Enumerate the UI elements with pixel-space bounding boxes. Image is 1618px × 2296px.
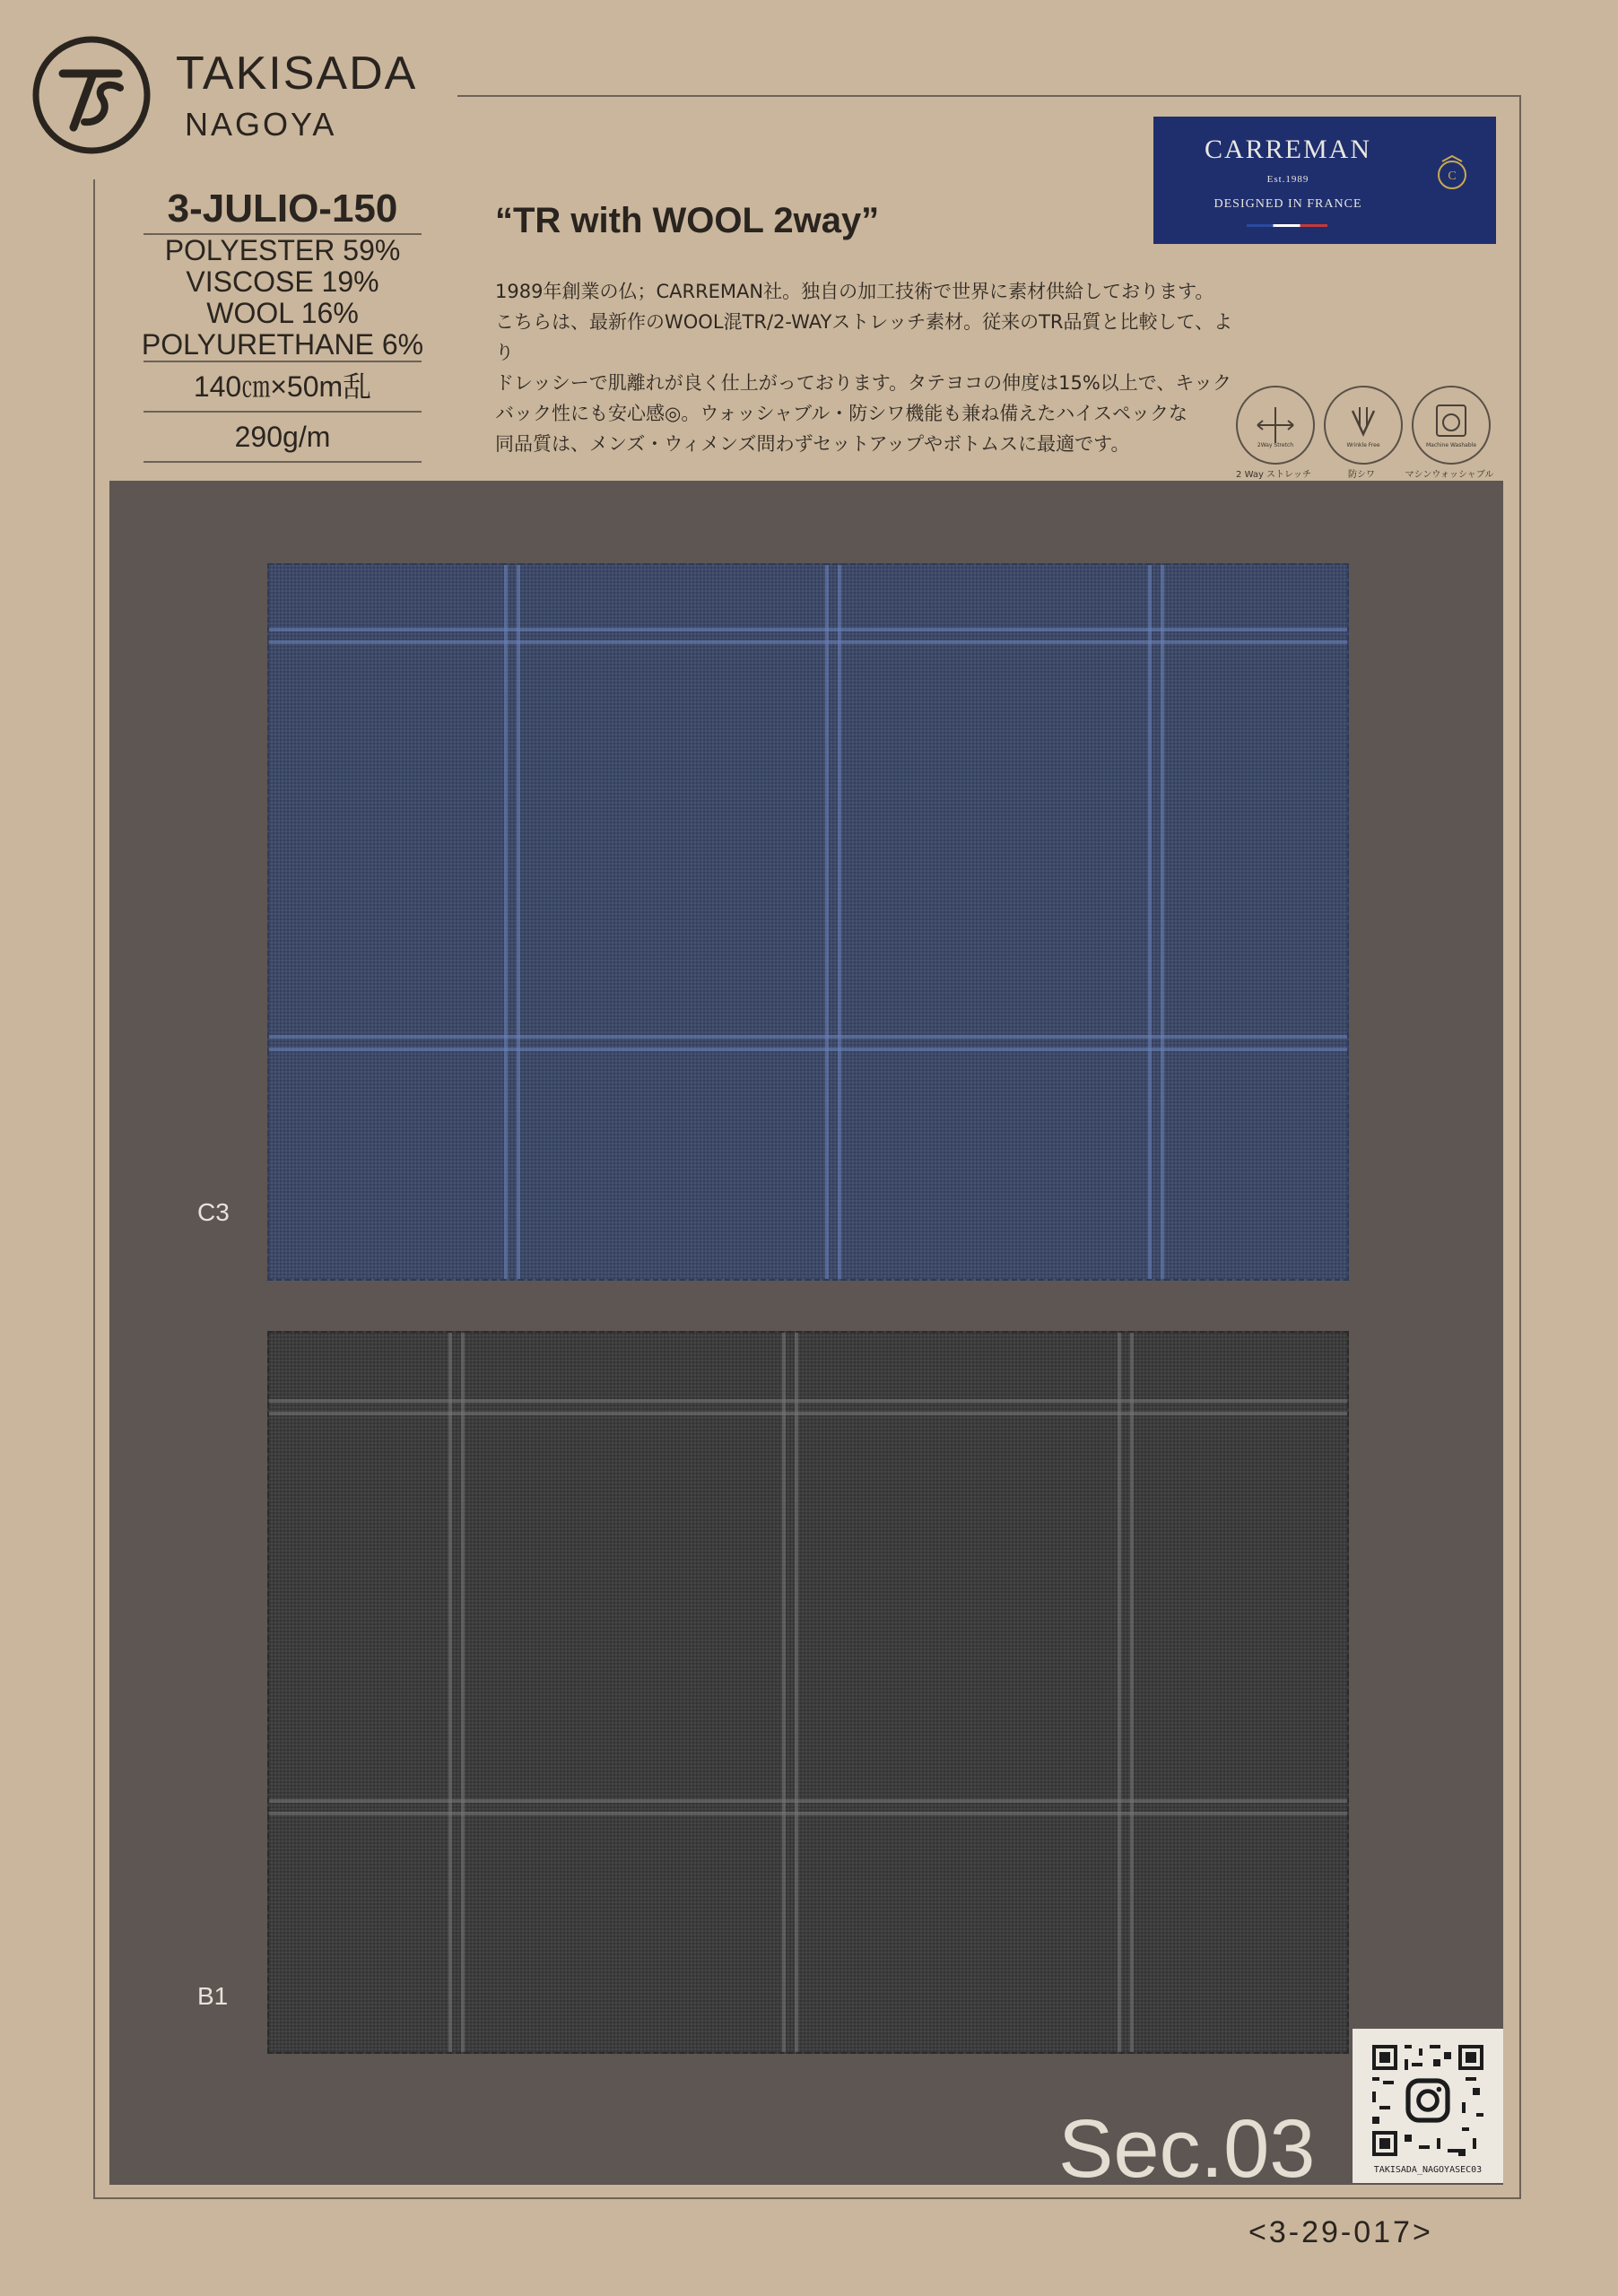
frame-line-bottom [93, 2197, 1521, 2199]
qr-code[interactable] [1353, 2029, 1503, 2183]
product-tagline: “TR with WOOL 2way” [495, 201, 880, 240]
carreman-name: CARREMAN [1204, 135, 1372, 164]
composition-line: WOOL 16% [206, 297, 359, 329]
svg-text:C: C [1448, 170, 1457, 183]
product-code: 3-JULIO-150 [167, 187, 398, 230]
feature-inner-label: Wrinkle Free [1346, 442, 1380, 448]
check-stripe [269, 1048, 1347, 1051]
composition-line: VISCOSE 19% [186, 265, 379, 298]
check-stripe [269, 1812, 1347, 1815]
feature-label: 2 Way ストレッチ [1236, 470, 1311, 480]
swatch-label-b1: B1 [197, 1982, 229, 2010]
fabric-swatch-c3 [267, 563, 1349, 1281]
check-stripe [448, 1333, 452, 2052]
brand-city: NAGOYA [185, 106, 337, 143]
fabric-weight: 290g/m [234, 421, 331, 453]
check-stripe [269, 1799, 1347, 1803]
machine-washable-icon [1412, 386, 1491, 465]
feature-inner-label: Machine Washable [1425, 442, 1477, 448]
check-stripe [461, 1333, 465, 2052]
carreman-est: Est.1989 [1266, 174, 1309, 185]
check-stripe [1130, 1333, 1134, 2052]
frame-line-left [93, 179, 95, 2199]
check-stripe [825, 565, 829, 1279]
frame-line-right [1519, 95, 1521, 2199]
instagram-icon [1408, 2081, 1448, 2120]
ts-monogram-icon [30, 34, 152, 156]
french-flag-stripe [1247, 224, 1327, 227]
check-stripe [782, 1333, 786, 2052]
composition-line: POLYESTER 59% [164, 234, 401, 266]
check-stripe [269, 1412, 1347, 1415]
description-line: ドレッシーで肌離れが良く仕上がっております。タテヨコの伸度は15%以上で、キック [495, 372, 1231, 394]
fabric-swatch-b1 [267, 1331, 1349, 2054]
carreman-logo [1153, 117, 1496, 244]
check-stripe [1148, 565, 1152, 1279]
2way-stretch-icon [1236, 386, 1315, 465]
composition-line: POLYURETHANE 6% [141, 328, 424, 361]
check-stripe [517, 565, 520, 1279]
description-line: 同品質は、メンズ・ウィメンズ問わずセットアップやボトムスに最適です。 [495, 433, 1130, 455]
feature-inner-label: 2Way Stretch [1257, 442, 1294, 448]
check-stripe [795, 1333, 798, 2052]
feature-label: マシンウォッシャブル [1405, 470, 1494, 480]
brand-name: TAKISADA [176, 48, 418, 100]
qr-caption: TAKISADA_NAGOYASEC03 [1373, 2165, 1483, 2175]
check-stripe [269, 1035, 1347, 1039]
check-stripe [269, 640, 1347, 644]
frame-line-top [457, 95, 1521, 97]
feature-label: 防シワ [1348, 470, 1375, 480]
carreman-subtitle: DESIGNED IN FRANCE [1214, 197, 1362, 211]
description-line: バック性にも安心感◎。ウォッシャブル・防シワ機能も兼ね備えたハイスペックな [495, 403, 1188, 424]
check-stripe [269, 1399, 1347, 1403]
description-line: 1989年創業の仏；CARREMAN社。独自の加工技術で世界に素材供給しております。 [495, 281, 1214, 302]
check-stripe [838, 565, 841, 1279]
check-stripe [1161, 565, 1164, 1279]
description-line: こちらは、最新作のWOOL混TR/2-WAYストレッチ素材。従来のTR品質と比較して、より [495, 311, 1233, 363]
crest-icon [1430, 151, 1474, 196]
check-stripe [504, 565, 508, 1279]
fabric-size: 140㎝×50m乱 [193, 370, 372, 403]
wrinkle-free-icon [1324, 386, 1403, 465]
divider [144, 461, 422, 463]
page-number: <3-29-017> [1248, 2215, 1433, 2249]
product-description [495, 276, 1248, 459]
swatch-label-c3: C3 [197, 1198, 230, 1226]
section-label: Sec.03 [1058, 2103, 1316, 2195]
check-stripe [1118, 1333, 1121, 2052]
qr-pattern [1369, 2041, 1487, 2160]
spec-block [135, 185, 431, 463]
check-stripe [269, 628, 1347, 631]
